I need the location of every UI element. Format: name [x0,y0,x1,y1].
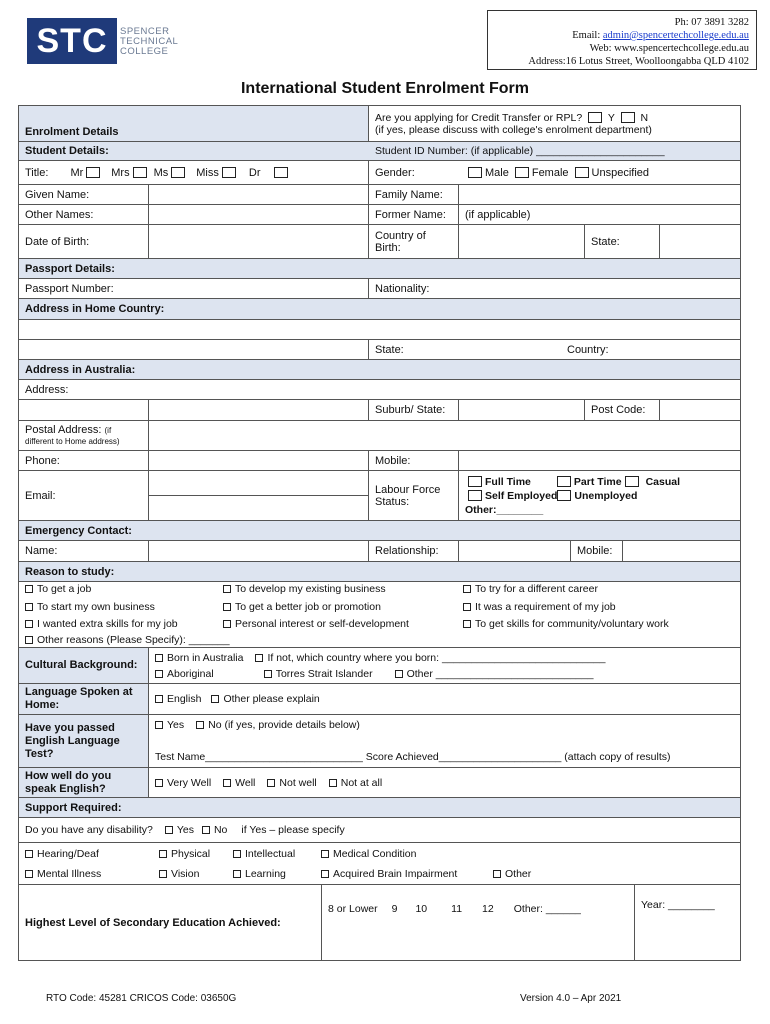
labour-force-label: Labour Force Status: [369,471,459,520]
cultural-label: Cultural Background: [19,648,149,683]
home-address-line-1[interactable] [19,320,741,339]
given-name-label: Given Name: [19,185,149,204]
english-test-yes-label: Yes [167,719,185,731]
english-test-no-option[interactable] [196,719,360,731]
support-option[interactable] [321,848,416,860]
cultural-row-1 [155,650,605,666]
language-english-option[interactable] [155,693,201,705]
speak-label: Not at all [340,776,383,789]
mobile-input[interactable] [459,451,741,470]
postal-address-note-2: different to Home address) [25,436,120,446]
casual-checkbox[interactable] [625,476,639,487]
contact-email-line [495,29,749,42]
emergency-mobile-input[interactable] [623,541,741,561]
attach-note: (attach copy of results) [564,751,671,763]
cultural-options [149,648,741,683]
gender-unspecified-checkbox[interactable] [575,167,589,178]
full-time-label: Full Time [485,475,531,488]
born-australia-option[interactable] [155,652,243,664]
if-not-country-option[interactable] [255,652,605,664]
title-dr-checkbox[interactable] [274,167,288,178]
postal-address-label-line [25,425,111,436]
if-not-country-label: If not, which country where you born: ____________________________ [267,651,606,664]
phone-label: Phone: [19,451,149,470]
credit-no-checkbox[interactable] [621,112,635,123]
language-other-label: Other please explain [223,693,320,705]
emergency-mobile-label: Mobile: [571,541,623,561]
support-label: Hearing/Deaf [37,847,99,860]
english-test-row-1 [155,719,360,731]
reason-label: To get skills for community/voluntary work [475,618,669,630]
disability-question-row [19,818,741,842]
support-option[interactable] [233,864,321,884]
email-input[interactable] [149,471,368,496]
australia-address-heading: Address in Australia: [19,360,741,379]
part-time-checkbox[interactable] [557,476,571,487]
reason-option[interactable] [25,582,223,598]
postal-address-label: Postal Address: [25,423,102,436]
nationality-field[interactable]: Nationality: [369,279,741,298]
home-address-heading: Address in Home Country: [19,299,741,319]
support-option[interactable] [25,864,159,884]
postcode-label: Post Code: [585,400,660,420]
reason-label: To try for a different career [475,583,598,595]
labour-force-row-2 [465,489,637,503]
dob-input[interactable] [149,225,369,258]
disability-yes-option[interactable] [165,824,194,836]
education-level[interactable]: 10 [415,903,428,915]
family-name-label: Family Name: [369,185,459,204]
credit-yes-checkbox[interactable] [588,112,602,123]
postal-address-cell [19,421,149,450]
relationship-label: Relationship: [369,541,459,561]
speak-label: Well [235,776,256,789]
support-row-1 [25,844,416,864]
support-option[interactable] [159,864,233,884]
email-input-2[interactable] [149,496,368,520]
former-name-input[interactable]: (if applicable) [459,205,741,224]
support-option[interactable] [159,844,233,864]
email-label: Email: [19,471,149,520]
score-field[interactable]: Score Achieved_____________________ [365,751,562,763]
australia-address-blank[interactable] [19,400,149,420]
speak-label: Very Well [167,776,212,789]
reason-option[interactable] [463,617,669,633]
country-birth-label: Country of Birth: [369,225,459,258]
support-option[interactable] [233,844,321,864]
postal-address-note-1: (if [104,425,112,435]
student-details-heading: Student Details: [25,145,109,157]
suburb-state-input[interactable] [459,400,585,420]
student-id-field[interactable]: Student ID Number: (if applicable) ______________________ [369,142,741,160]
contact-phone: Ph: 07 3891 3282 [674,17,749,28]
support-label: Learning [245,867,286,880]
reason-label: To develop my existing business [235,583,386,595]
cultural-other-option[interactable] [395,668,594,680]
language-other-option[interactable] [211,693,319,705]
reason-options [19,582,741,647]
home-state-field[interactable]: State: [375,343,404,356]
other-names-label: Other Names: [19,205,149,224]
reason-heading: Reason to study: [19,562,741,581]
self-employed-label: Self Employed [485,489,558,502]
disability-yes-label: Yes [176,824,194,836]
former-name-label: Former Name: [369,205,459,224]
title-mrs-label: Mrs [111,166,130,179]
gender-female-label: Female [531,166,569,179]
support-label: Acquired Brain Impairment [333,867,458,880]
test-name-field[interactable]: Test Name___________________________ [155,751,363,763]
labour-force-options [459,471,741,520]
full-time-checkbox[interactable] [468,476,482,487]
support-option[interactable] [321,864,493,884]
reason-option[interactable] [223,617,463,633]
title-miss-checkbox[interactable] [222,167,236,178]
tsi-option[interactable] [264,668,373,680]
english-test-options [149,715,741,767]
gender-female-checkbox[interactable] [515,167,529,178]
reason-label: I wanted extra skills for my job [37,618,178,630]
education-other-field[interactable]: Other: ______ [513,903,581,915]
speak-option[interactable] [155,777,211,789]
contact-address: Address:16 Lotus Street, Woolloongabba QLD 4102 [528,56,749,67]
reason-label: To get a better job or promotion [235,600,381,613]
credit-transfer-question: Are you applying for Credit Transfer or RPL? [375,111,583,124]
title-mrs-checkbox[interactable] [133,167,147,178]
email-input-cell [149,471,369,520]
birth-state-label: State: [585,225,660,258]
support-option[interactable] [493,868,531,880]
emergency-heading: Emergency Contact: [19,521,741,540]
speak-english-label: How well do you speak English? [19,768,149,797]
disability-no-option[interactable] [202,824,227,836]
support-option[interactable] [25,844,159,864]
contact-email-link[interactable]: admin@spencertechcollege.edu.au [602,30,749,41]
contact-email-label: Email: [572,30,603,41]
title-dr-label: Dr [248,166,261,179]
australia-address-line-2[interactable] [149,400,369,420]
support-label: Medical Condition [333,847,417,860]
other-names-input[interactable] [149,205,369,224]
labour-force-row-1 [465,475,680,489]
credit-transfer-question-line [375,112,648,124]
disability-specify: if Yes – please specify [241,824,345,836]
footer-codes: RTO Code: 45281 CRICOS Code: 03650G [46,993,237,1004]
mobile-label: Mobile: [369,451,459,470]
relationship-input[interactable] [459,541,571,561]
english-test-row-2 [155,751,671,763]
suburb-state-label: Suburb/ State: [369,400,459,420]
unemployed-checkbox[interactable] [557,490,571,501]
home-address-line-2[interactable] [19,340,369,359]
title-mr-label: Mr [70,166,84,179]
emergency-name-input[interactable] [149,541,369,561]
born-australia-label: Born in Australia [167,651,244,664]
disability-question: Do you have any disability? [25,824,153,836]
birth-state-input[interactable] [660,225,741,258]
given-name-input[interactable] [149,185,369,204]
form-title: International Student Enrolment Form [240,80,529,97]
logo-line-1: SPENCER [120,26,170,37]
passport-number-field[interactable]: Passport Number: [19,279,369,298]
reason-option[interactable] [223,600,463,616]
aboriginal-label: Aboriginal [167,667,214,680]
education-levels [322,885,635,960]
speak-option[interactable] [329,777,382,789]
phone-input[interactable] [149,451,369,470]
reason-option[interactable] [25,600,223,616]
speak-option[interactable] [223,777,255,789]
support-heading: Support Required: [19,798,741,817]
speak-english-options [149,768,741,797]
support-label: Intellectual [245,847,296,860]
reason-other-option[interactable] [25,633,230,649]
footer-version: Version 4.0 – Apr 2021 [520,993,622,1004]
credit-transfer-note: (if yes, please discuss with college's enrolment department) [375,123,652,136]
passport-heading: Passport Details: [19,259,741,278]
gender-label: Gender: [375,166,415,179]
emergency-name-label: Name: [19,541,149,561]
reason-grid [25,582,669,633]
logo-line-2: TECHNICAL [120,36,179,47]
title-miss-label: Miss [196,166,219,179]
english-test-label: Have you passed English Language Test? [19,715,149,767]
enrolment-details-heading: Enrolment Details [19,106,369,141]
aboriginal-option[interactable] [155,668,214,680]
education-year-field[interactable]: Year: ________ [635,885,741,960]
unemployed-label: Unemployed [574,489,638,502]
title-ms-label: Ms [153,166,169,179]
support-label: Other [505,867,532,880]
reason-label: To start my own business [37,600,155,613]
disability-no-label: No [213,824,228,836]
reason-label: To get a job [37,583,92,595]
country-birth-input[interactable] [459,225,585,258]
contact-web: Web: www.spencertechcollege.edu.au [589,43,749,54]
tsi-label: Torres Strait Islander [275,667,373,680]
support-label: Mental Illness [37,867,102,880]
cultural-other-label: Other ___________________________ [406,667,594,680]
english-test-yes-option[interactable] [155,719,184,731]
college-logo-text [120,27,178,57]
education-label: Highest Level of Secondary Education Achieved: [19,885,322,960]
postal-address-input[interactable] [149,421,741,450]
casual-label: Casual [645,475,681,488]
education-level[interactable]: 11 [451,903,463,915]
reason-option[interactable] [463,582,669,598]
title-cell [19,161,369,184]
language-options [149,684,741,714]
credit-transfer-cell [369,106,741,141]
support-row-2 [25,864,531,884]
support-options [19,843,741,884]
title-ms-checkbox[interactable] [171,167,185,178]
australia-address-field[interactable]: Address: [19,380,741,399]
self-employed-checkbox[interactable] [468,490,482,501]
speak-option[interactable] [267,777,316,789]
contact-box [487,10,757,70]
support-label: Vision [171,867,200,880]
education-level[interactable]: 12 [482,903,494,915]
logo-line-3: COLLEGE [120,46,169,57]
english-test-no-label: No (if yes, provide details below) [208,719,360,731]
postcode-input[interactable] [660,400,741,420]
reason-option[interactable] [25,617,223,633]
education-level[interactable]: 8 or Lower [328,903,378,915]
cultural-row-2 [155,666,593,682]
speak-label: Not well [279,776,317,789]
support-label: Physical [171,847,211,860]
language-label: Language Spoken at Home: [19,684,149,714]
title-mr-checkbox[interactable] [86,167,100,178]
education-level[interactable]: 9 [391,903,398,915]
reason-option[interactable] [463,600,669,616]
gender-unspecified-label: Unspecified [591,166,650,179]
enrolment-form [18,105,741,961]
reason-option[interactable] [223,582,463,598]
gender-options [459,161,741,184]
credit-no-label: N [640,111,649,124]
title-label: Title: [25,166,49,179]
reason-label: It was a requirement of my job [475,600,616,613]
language-english-label: English [167,693,202,705]
gender-male-label: Male [485,166,509,179]
dob-label: Date of Birth: [19,225,149,258]
reason-label: Personal interest or self-development [235,618,409,630]
credit-yes-label: Y [607,111,615,124]
gender-male-checkbox[interactable] [468,167,482,178]
college-logo: STC [27,18,117,64]
part-time-label: Part Time [573,475,622,488]
labour-other-field[interactable]: Other:________ [465,503,544,516]
family-name-input[interactable] [459,185,741,204]
home-country-field[interactable]: Country: [561,340,741,359]
reason-other-label: Other reasons (Please Specify): _______ [37,633,230,646]
